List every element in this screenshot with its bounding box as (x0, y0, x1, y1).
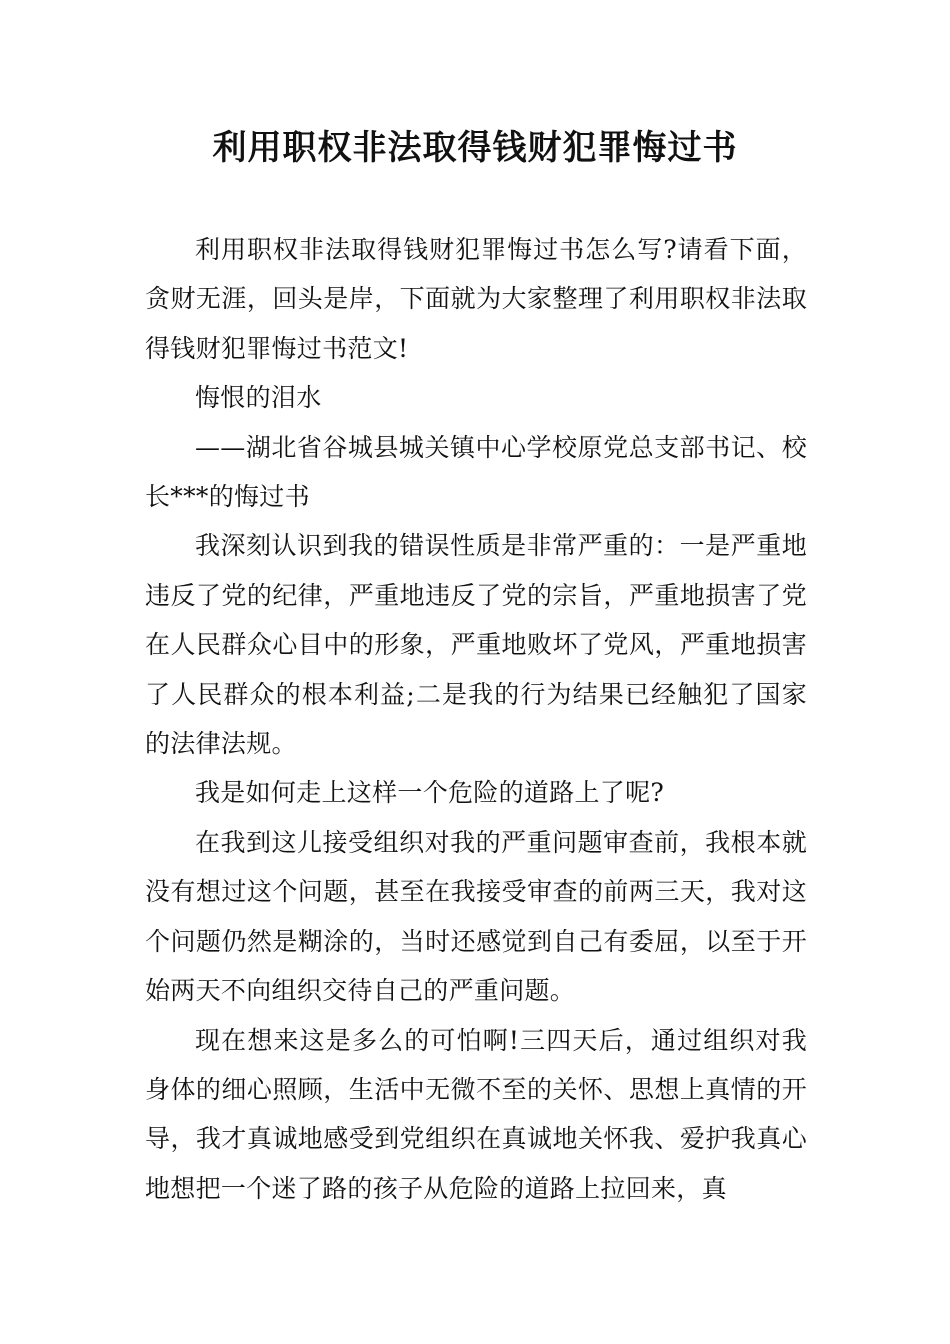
paragraph-subheading: ——湖北省谷城县城关镇中心学校原党总支部书记、校长***的悔过书 (145, 432, 807, 512)
paragraph-heading: 悔恨的泪水 (195, 383, 322, 413)
document-title: 利用职权非法取得钱财犯罪悔过书 (212, 128, 738, 168)
paragraph-body: 我是如何走上这样一个危险的道路上了呢? (195, 778, 665, 808)
paragraph-body: 在我到这儿接受组织对我的严重问题审查前，我根本就没有想过这个问题，甚至在我接受审查的前两三天，我对这个问题仍然是糊涂的，当时还感觉到自己有委屈，以至于开始两天不向组织交待自己的严重问题。 (145, 827, 807, 1006)
document-body (145, 225, 807, 1213)
paragraph-body: 现在想来这是多么的可怕啊!三四天后，通过组织对我身体的细心照顾，生活中无微不至的关怀、思想上真情的开导，我才真诚地感受到党组织在真诚地关怀我、爱护我真心地想把一个迷了路的孩子从危险的道路上拉回来，真 (145, 1025, 807, 1203)
paragraph-body: 我深刻认识到我的错误性质是非常严重的：一是严重地违反了党的纪律，严重地违反了党的宗旨，严重地损害了党在人民群众心目中的形象，严重地败坏了党风，严重地损害了人民群众的根本利益;二是我的行为结果已经触犯了国家的法律法规。 (145, 531, 807, 759)
paragraph-intro: 利用职权非法取得钱财犯罪悔过书怎么写?请看下面，贪财无涯，回头是岸，下面就为大家整理了利用职权非法取得钱财犯罪悔过书范文! (145, 235, 807, 363)
